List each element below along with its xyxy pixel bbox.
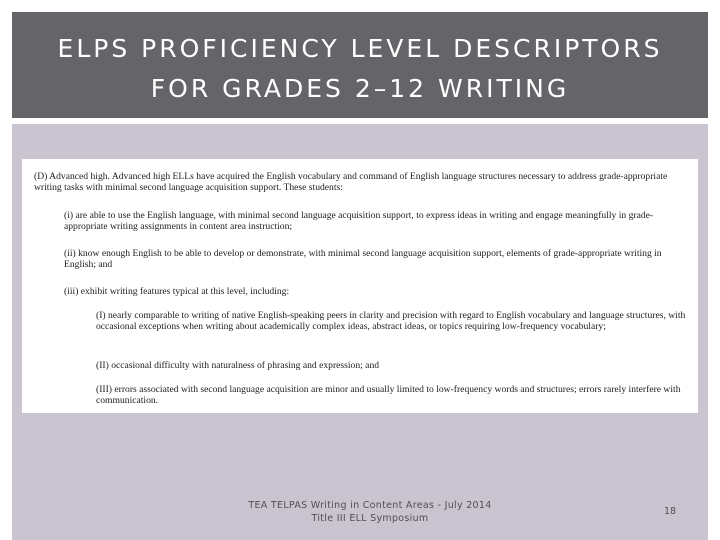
level-description: Advanced high ELLs have acquired the English vocabulary and command of English language structures necessary to address grade-appropriate writing tasks with minimal second language acquisition support. These students: xyxy=(34,171,668,194)
footer-line-1: TEA TELPAS Writing in Content Areas - July 2014 xyxy=(248,500,492,511)
list-item-number: (i) xyxy=(64,210,76,221)
sub-item-III xyxy=(96,384,686,407)
sub-item-text: occasional difficulty with naturalness of phrasing and expression; and xyxy=(111,360,380,371)
list-item-iii xyxy=(64,286,686,297)
list-item-text: are able to use the English language, with minimal second language acquisition support, to express ideas in writing and engage meaningfully in grade-appropriate writing assignments in content area instruction; xyxy=(64,210,654,233)
level-heading: (D) Advanced high. xyxy=(34,171,112,182)
slide-title-line-2: FOR GRADES 2–12 WRITING xyxy=(150,74,570,103)
list-item-i xyxy=(64,210,686,233)
sub-item-I xyxy=(96,310,686,333)
sub-item-number: (III) xyxy=(96,384,115,395)
sub-item-II xyxy=(96,360,686,371)
list-item-number: (ii) xyxy=(64,248,79,259)
list-item-ii xyxy=(64,248,686,271)
list-item-text: exhibit writing features typical at this level, including: xyxy=(80,286,290,297)
sub-item-number: (I) xyxy=(96,310,108,321)
descriptor-intro xyxy=(34,171,680,194)
slide-footer xyxy=(230,499,510,525)
list-item-text: know enough English to be able to develop or demonstrate, with minimal second language acquisition support, elements of grade-appropriate writing in English; and xyxy=(64,248,662,271)
descriptor-document-image xyxy=(22,159,698,413)
footer-line-2: Title III ELL Symposium xyxy=(311,513,429,524)
slide-title-line-1: ELPS PROFICIENCY LEVEL DESCRIPTORS xyxy=(57,34,663,63)
list-item-number: (iii) xyxy=(64,286,81,297)
sub-item-text: errors associated with second language acquisition are minor and usually limited to low-frequency words and structures; errors rarely interfere with communication. xyxy=(96,384,681,407)
title-bar xyxy=(12,12,708,118)
sub-item-number: (II) xyxy=(96,360,112,371)
page-number: 18 xyxy=(663,506,677,517)
sub-item-text: nearly comparable to writing of native English-speaking peers in clarity and precision with regard to English vocabulary and language structures, with occasional exceptions when writing about academically complex ideas, abstract ideas, or topics requiring low-frequency vocabulary; xyxy=(96,310,686,333)
